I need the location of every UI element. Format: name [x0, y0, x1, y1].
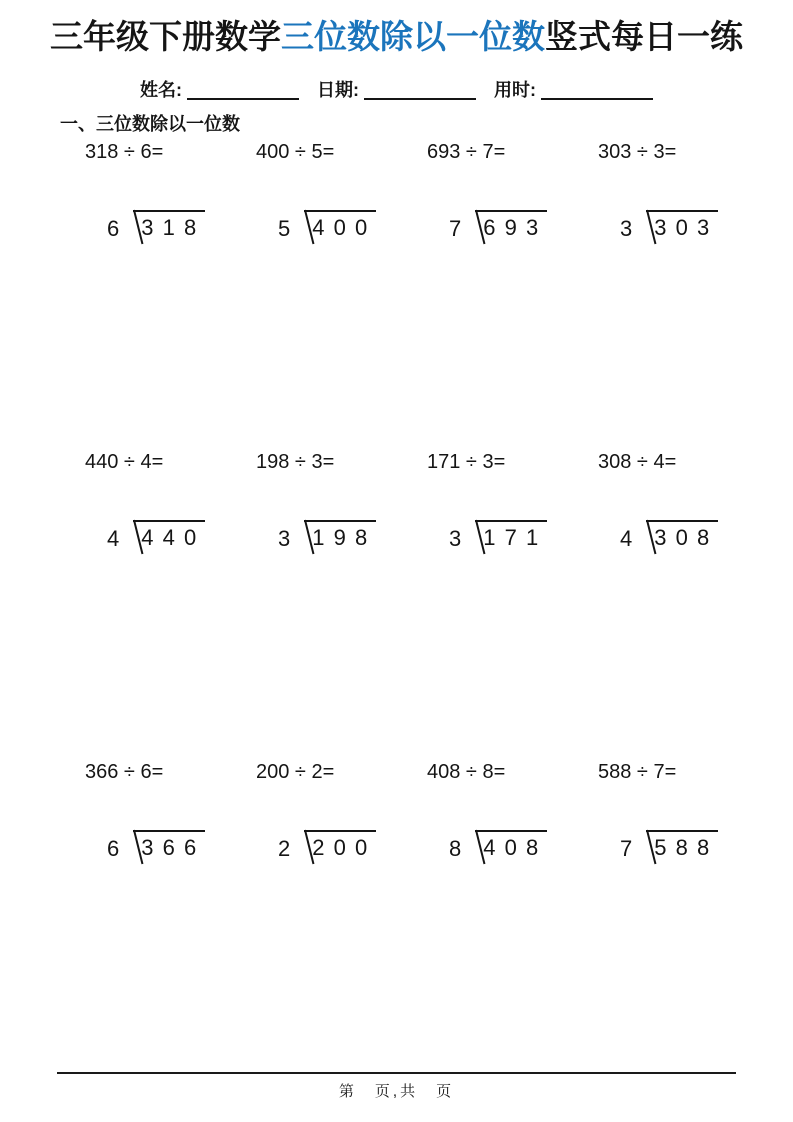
problems-grid	[85, 140, 793, 1070]
problem-equation: 408 ÷ 8=	[427, 761, 506, 783]
divisor: 6	[107, 216, 120, 241]
division-bracket	[646, 210, 718, 240]
divisor: 3	[278, 526, 291, 551]
date-field-group	[317, 80, 476, 100]
division-problem	[256, 760, 427, 1070]
long-division-layout	[278, 520, 376, 550]
divisor: 4	[107, 526, 120, 551]
problem-equation: 440 ÷ 4=	[85, 451, 164, 473]
dividend: 1 9 8	[312, 525, 368, 550]
title-part-highlight: 三位数除以一位数	[281, 18, 545, 55]
divisor: 7	[449, 216, 462, 241]
name-blank-field	[187, 80, 299, 100]
divisor: 5	[278, 216, 291, 241]
section-heading: 一、三位数除以一位数	[60, 114, 240, 134]
dividend: 3 0 3	[654, 215, 710, 240]
dividend: 4 0 8	[483, 835, 539, 860]
division-problem	[598, 760, 769, 1070]
division-problem	[427, 450, 598, 760]
dividend: 1 7 1	[483, 525, 539, 550]
problem-equation: 200 ÷ 2=	[256, 761, 335, 783]
problem-equation: 366 ÷ 6=	[85, 761, 164, 783]
division-bracket	[475, 520, 547, 550]
division-bracket	[646, 830, 718, 860]
problem-equation: 308 ÷ 4=	[598, 451, 677, 473]
division-bracket	[304, 520, 376, 550]
long-division-layout	[107, 210, 205, 240]
name-label: 姓名:	[140, 80, 182, 100]
long-division-layout	[449, 830, 547, 860]
division-bracket	[304, 830, 376, 860]
division-problem	[85, 450, 256, 760]
dividend: 4 0 0	[312, 215, 368, 240]
divisor: 7	[620, 836, 633, 861]
date-blank-field	[364, 80, 476, 100]
divisor: 3	[449, 526, 462, 551]
long-division-layout	[278, 830, 376, 860]
long-division-layout	[449, 210, 547, 240]
dividend: 5 8 8	[654, 835, 710, 860]
problem-equation: 303 ÷ 3=	[598, 141, 677, 163]
division-bracket	[133, 210, 205, 240]
division-bracket	[646, 520, 718, 550]
student-info-line	[0, 80, 793, 100]
title-part-right: 竖式每日一练	[545, 18, 743, 55]
dividend: 6 9 3	[483, 215, 539, 240]
division-problem	[256, 140, 427, 450]
divisor: 6	[107, 836, 120, 861]
dividend: 4 4 0	[141, 525, 197, 550]
problem-equation: 198 ÷ 3=	[256, 451, 335, 473]
dividend: 3 1 8	[141, 215, 197, 240]
division-problem	[598, 450, 769, 760]
time-label: 用时:	[494, 80, 536, 100]
long-division-layout	[107, 830, 205, 860]
time-blank-field	[541, 80, 653, 100]
division-bracket	[133, 830, 205, 860]
problem-equation: 318 ÷ 6=	[85, 141, 164, 163]
divisor: 4	[620, 526, 633, 551]
dividend: 3 0 8	[654, 525, 710, 550]
page-number-footer: 第 页,共 页	[338, 1083, 455, 1100]
long-division-layout	[620, 210, 718, 240]
long-division-layout	[620, 520, 718, 550]
page-title	[0, 14, 793, 60]
time-field-group	[494, 80, 653, 100]
problem-equation: 588 ÷ 7=	[598, 761, 677, 783]
footer-divider	[57, 1072, 736, 1074]
division-problem	[427, 760, 598, 1070]
problem-equation: 171 ÷ 3=	[427, 451, 506, 473]
division-problem	[598, 140, 769, 450]
name-field-group	[140, 80, 299, 100]
long-division-layout	[278, 210, 376, 240]
divisor: 3	[620, 216, 633, 241]
divisor: 2	[278, 836, 291, 861]
long-division-layout	[107, 520, 205, 550]
date-label: 日期:	[317, 80, 359, 100]
title-part-left: 三年级下册数学	[50, 18, 281, 55]
division-problem	[85, 140, 256, 450]
divisor: 8	[449, 836, 462, 861]
long-division-layout	[449, 520, 547, 550]
division-bracket	[475, 830, 547, 860]
division-problem	[256, 450, 427, 760]
division-problem	[85, 760, 256, 1070]
dividend: 3 6 6	[141, 835, 197, 860]
long-division-layout	[620, 830, 718, 860]
division-bracket	[133, 520, 205, 550]
division-bracket	[304, 210, 376, 240]
division-bracket	[475, 210, 547, 240]
division-problem	[427, 140, 598, 450]
problem-equation: 400 ÷ 5=	[256, 141, 335, 163]
problem-equation: 693 ÷ 7=	[427, 141, 506, 163]
dividend: 2 0 0	[312, 835, 368, 860]
